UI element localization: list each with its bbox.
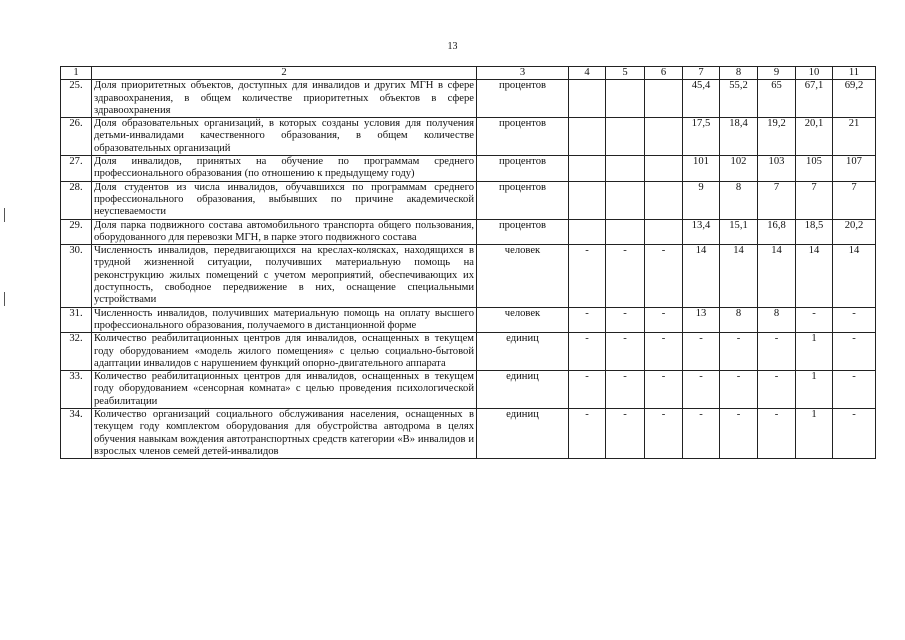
indicator-value: 105 [796, 156, 833, 182]
margin-scan-mark [4, 292, 5, 306]
table-row [61, 409, 876, 459]
column-header: 8 [720, 67, 758, 80]
indicator-value: - [833, 371, 876, 409]
indicator-value: 14 [796, 245, 833, 307]
indicator-value: 13 [683, 307, 720, 333]
indicator-value: 8 [720, 307, 758, 333]
indicator-value: - [645, 245, 683, 307]
indicator-value: - [720, 333, 758, 371]
indicator-value: - [758, 409, 796, 459]
indicator-value: 20,1 [796, 118, 833, 156]
row-number: 29. [61, 219, 92, 245]
indicator-value [569, 219, 606, 245]
indicator-value: 15,1 [720, 219, 758, 245]
indicator-value: 65 [758, 80, 796, 118]
indicator-value: 20,2 [833, 219, 876, 245]
indicator-name: Доля парка подвижного состава автомобильного транспорта общего пользования, оборудованного для перевозки МГН, в парке этого подвижного состава [92, 219, 477, 245]
table-row [61, 307, 876, 333]
row-number: 34. [61, 409, 92, 459]
indicator-value: 7 [796, 181, 833, 219]
indicator-value: - [683, 333, 720, 371]
column-header: 7 [683, 67, 720, 80]
indicator-name: Количество организаций социального обслуживания населения, оснащенных в текущем году комплектом оборудования для обустройства автодрома в целях обучения навыкам вождения автотранспортных средств категории «В» инвалидов и взрослых членов семей детей-инвалидов [92, 409, 477, 459]
indicator-value: 102 [720, 156, 758, 182]
table-row [61, 80, 876, 118]
indicator-value: 17,5 [683, 118, 720, 156]
indicator-value: 16,8 [758, 219, 796, 245]
column-header: 5 [606, 67, 645, 80]
indicator-value: - [569, 409, 606, 459]
unit-of-measure: единиц [477, 333, 569, 371]
unit-of-measure: человек [477, 307, 569, 333]
row-number: 27. [61, 156, 92, 182]
unit-of-measure: человек [477, 245, 569, 307]
indicator-value [606, 181, 645, 219]
indicator-value [569, 118, 606, 156]
indicators-table [60, 66, 876, 459]
table-body [61, 80, 876, 459]
table-row [61, 181, 876, 219]
indicator-value [606, 80, 645, 118]
row-number: 31. [61, 307, 92, 333]
column-header: 6 [645, 67, 683, 80]
indicator-value: - [606, 245, 645, 307]
indicator-value: 55,2 [720, 80, 758, 118]
indicator-value: - [569, 245, 606, 307]
indicator-value: - [569, 307, 606, 333]
indicator-value: 1 [796, 371, 833, 409]
indicator-value [606, 156, 645, 182]
unit-of-measure: единиц [477, 409, 569, 459]
row-number: 25. [61, 80, 92, 118]
row-number: 32. [61, 333, 92, 371]
column-header: 2 [92, 67, 477, 80]
unit-of-measure: процентов [477, 219, 569, 245]
column-header: 9 [758, 67, 796, 80]
table-row [61, 371, 876, 409]
indicator-value: 8 [758, 307, 796, 333]
table-row [61, 156, 876, 182]
indicator-value: - [569, 371, 606, 409]
table-row [61, 245, 876, 307]
indicator-value [645, 80, 683, 118]
indicator-name: Доля инвалидов, принятых на обучение по программам среднего профессионального образования (по отношению к предыдущему году) [92, 156, 477, 182]
indicator-value: - [683, 409, 720, 459]
indicator-value [645, 181, 683, 219]
row-number: 28. [61, 181, 92, 219]
unit-of-measure: единиц [477, 371, 569, 409]
table-row [61, 219, 876, 245]
indicator-value: 21 [833, 118, 876, 156]
indicator-value: - [606, 307, 645, 333]
indicator-value: 7 [758, 181, 796, 219]
indicator-value: 14 [720, 245, 758, 307]
column-header: 1 [61, 67, 92, 80]
indicator-value: 103 [758, 156, 796, 182]
indicator-value: - [796, 307, 833, 333]
indicator-value: 69,2 [833, 80, 876, 118]
indicator-value: 18,5 [796, 219, 833, 245]
indicator-value: - [758, 371, 796, 409]
table-header [61, 67, 876, 80]
indicator-value [569, 80, 606, 118]
indicator-value: - [683, 371, 720, 409]
row-number: 33. [61, 371, 92, 409]
row-number: 30. [61, 245, 92, 307]
indicator-value [645, 156, 683, 182]
indicator-value: - [833, 307, 876, 333]
column-header: 3 [477, 67, 569, 80]
indicator-value: 1 [796, 333, 833, 371]
indicator-value [606, 118, 645, 156]
indicator-value: 18,4 [720, 118, 758, 156]
indicator-value: 8 [720, 181, 758, 219]
indicator-name: Численность инвалидов, передвигающихся на креслах-колясках, находящихся в трудной жизненной ситуации, получивших материальную помощь на реконструкцию жилых помещений с учетом мероприятий, обеспечивающих их доступность, свободное передвижение в них, оснащение специальными устройствами [92, 245, 477, 307]
indicator-name: Численность инвалидов, получивших материальную помощь на оплату высшего профессионального образования, получаемого в дистанционной форме [92, 307, 477, 333]
unit-of-measure: процентов [477, 156, 569, 182]
indicator-value: 14 [683, 245, 720, 307]
indicator-value: - [758, 333, 796, 371]
indicator-value [606, 219, 645, 245]
indicator-value: - [606, 409, 645, 459]
column-header: 11 [833, 67, 876, 80]
unit-of-measure: процентов [477, 181, 569, 219]
page-number: 13 [447, 41, 458, 52]
indicator-value: 14 [833, 245, 876, 307]
indicator-value: - [720, 371, 758, 409]
indicator-value: - [645, 307, 683, 333]
indicator-value: 7 [833, 181, 876, 219]
indicator-value: 13,4 [683, 219, 720, 245]
table-row [61, 118, 876, 156]
indicator-value: - [645, 409, 683, 459]
column-header: 4 [569, 67, 606, 80]
unit-of-measure: процентов [477, 80, 569, 118]
indicator-name: Количество реабилитационных центров для инвалидов, оснащенных в текущем году оборудованием «модель жилого помещения» с целью социально-бытовой адаптации инвалидов с нарушением функций опорно-двигательного аппарата [92, 333, 477, 371]
indicator-name: Количество реабилитационных центров для инвалидов, оснащенных в текущем году оборудованием «сенсорная комната» с целью проведения психологической реабилитации [92, 371, 477, 409]
indicator-value: 101 [683, 156, 720, 182]
indicator-value: 19,2 [758, 118, 796, 156]
row-number: 26. [61, 118, 92, 156]
header-row [61, 67, 876, 80]
indicator-value: - [606, 333, 645, 371]
indicator-value: - [606, 371, 645, 409]
indicator-value [569, 181, 606, 219]
indicator-value: - [645, 371, 683, 409]
indicator-name: Доля приоритетных объектов, доступных для инвалидов и других МГН в сфере здравоохранения, в общем количестве приоритетных объектов в сфере здравоохранения [92, 80, 477, 118]
indicator-value [645, 118, 683, 156]
indicator-value [569, 156, 606, 182]
indicator-value: 107 [833, 156, 876, 182]
indicator-value: - [569, 333, 606, 371]
indicator-name: Доля студентов из числа инвалидов, обучавшихся по программам среднего профессионального образования, выбывших по причине академической неуспеваемости [92, 181, 477, 219]
indicator-value: 45,4 [683, 80, 720, 118]
indicator-value: 67,1 [796, 80, 833, 118]
indicator-value: - [720, 409, 758, 459]
unit-of-measure: процентов [477, 118, 569, 156]
indicator-value: 9 [683, 181, 720, 219]
indicator-value: 1 [796, 409, 833, 459]
margin-scan-mark [4, 208, 5, 222]
indicator-value: - [833, 409, 876, 459]
column-header: 10 [796, 67, 833, 80]
indicator-value: - [833, 333, 876, 371]
indicator-value: - [645, 333, 683, 371]
indicator-value [645, 219, 683, 245]
table-row [61, 333, 876, 371]
indicator-value: 14 [758, 245, 796, 307]
indicator-name: Доля образовательных организаций, в которых созданы условия для получения детьми-инвалидами качественного образования, в общем количестве образовательных организаций [92, 118, 477, 156]
